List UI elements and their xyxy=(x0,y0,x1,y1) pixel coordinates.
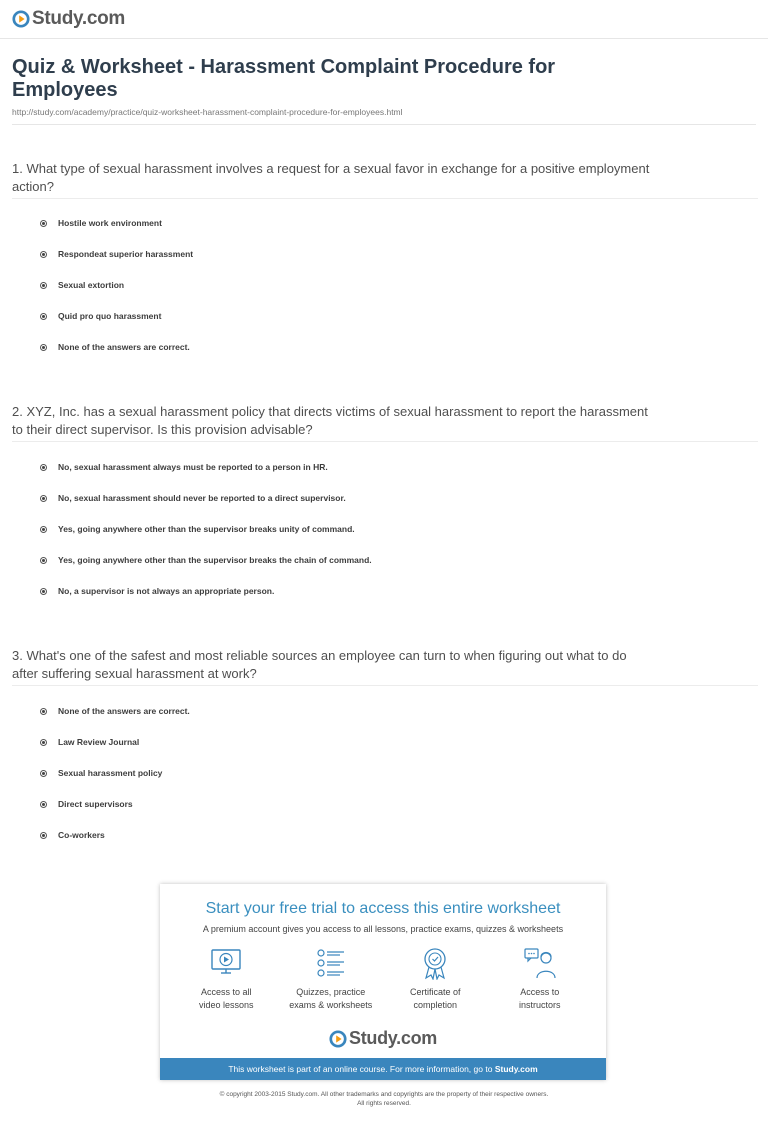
answer-option[interactable] xyxy=(40,278,124,292)
option-label: Quid pro quo harassment xyxy=(58,311,162,321)
feature-label: Access to all video lessons xyxy=(198,987,254,1010)
page-url[interactable]: http://study.com/academy/practice/quiz-worksheet-harassment-complaint-procedure-for-employees.html xyxy=(12,107,403,117)
option-label: No, a supervisor is not always an appropriate person. xyxy=(58,586,275,596)
logo-text[interactable]: Study.com xyxy=(32,8,126,29)
option-label: Direct supervisors xyxy=(58,799,133,809)
feature-label: Access to instructors xyxy=(518,987,561,1010)
option-label: None of the answers are correct. xyxy=(58,342,190,352)
answer-option[interactable] xyxy=(40,340,190,354)
option-label: Co-workers xyxy=(58,830,105,840)
radio-icon[interactable] xyxy=(40,282,47,289)
answer-option[interactable] xyxy=(40,797,133,811)
study-logo-icon xyxy=(329,1030,347,1048)
option-label: Sexual harassment policy xyxy=(58,768,163,778)
feature-label: Certificate of completion xyxy=(409,987,461,1010)
copyright-line: © copyright 2003-2015 Study.com. All other trademarks and copyrights are the property of their respective owners. xyxy=(219,1091,549,1098)
question-1 xyxy=(12,160,652,199)
header-divider xyxy=(0,38,768,39)
option-label: Respondeat superior harassment xyxy=(58,249,194,259)
radio-icon[interactable] xyxy=(40,801,47,808)
option-label: Law Review Journal xyxy=(58,737,140,747)
option-label: Yes, going anywhere other than the supervisor breaks unity of command. xyxy=(58,524,355,534)
certificate-icon xyxy=(418,946,452,980)
question-text: 3. What's one of the safest and most reliable sources an employee can turn to when figuring out what to do after suffering sexual harassment at work? xyxy=(12,648,627,681)
question-3 xyxy=(12,647,652,686)
promo-bar-text: This worksheet is part of an online course. For more information, go to xyxy=(228,1064,495,1074)
feature-video-lessons xyxy=(181,946,271,1012)
radio-icon[interactable] xyxy=(40,220,47,227)
option-label: Yes, going anywhere other than the supervisor breaks the chain of command. xyxy=(58,555,372,565)
radio-icon[interactable] xyxy=(40,251,47,258)
site-header xyxy=(12,6,125,32)
radio-icon[interactable] xyxy=(40,770,47,777)
checklist-icon xyxy=(314,946,348,980)
title-divider xyxy=(12,124,756,125)
feature-certificate xyxy=(390,946,480,1012)
feature-quizzes xyxy=(286,946,376,1012)
radio-icon[interactable] xyxy=(40,526,47,533)
radio-icon[interactable] xyxy=(40,313,47,320)
instructor-icon xyxy=(523,946,557,980)
promo-bar-link[interactable]: Study.com xyxy=(494,1064,538,1074)
question-text: 2. XYZ, Inc. has a sexual harassment policy that directs victims of sexual harassment to report the harassment to their direct supervisor. Is this provision advisable? xyxy=(12,404,648,437)
answer-option[interactable] xyxy=(40,553,372,567)
logo-text: Study.com xyxy=(349,1028,437,1048)
radio-icon[interactable] xyxy=(40,708,47,715)
radio-icon[interactable] xyxy=(40,495,47,502)
answer-option[interactable] xyxy=(40,309,161,323)
question-text: 1. What type of sexual harassment involves a request for a sexual favor in exchange for a positive employment action? xyxy=(12,161,650,194)
rights-line: All rights reserved. xyxy=(357,1100,411,1107)
question-2 xyxy=(12,403,652,442)
copyright-footer xyxy=(0,1090,768,1108)
feature-instructors xyxy=(495,946,585,1012)
answer-option[interactable] xyxy=(40,216,162,230)
radio-icon[interactable] xyxy=(40,832,47,839)
promo-headline[interactable]: Start your free trial to access this entire worksheet xyxy=(205,900,561,917)
free-trial-promo[interactable] xyxy=(160,884,606,1080)
option-label: None of the answers are correct. xyxy=(58,706,190,716)
question-divider xyxy=(12,441,758,442)
promo-logo[interactable] xyxy=(160,1028,606,1049)
page-title: Quiz & Worksheet - Harassment Complaint Procedure for Employees xyxy=(12,56,556,101)
promo-info-bar xyxy=(160,1058,606,1080)
promo-subline: A premium account gives you access to all lessons, practice exams, quizzes & worksheets xyxy=(202,924,564,934)
answer-option[interactable] xyxy=(40,704,190,718)
option-label: No, sexual harassment should never be reported to a direct supervisor. xyxy=(58,493,346,503)
radio-icon[interactable] xyxy=(40,739,47,746)
question-divider xyxy=(12,685,758,686)
option-label: No, sexual harassment always must be reported to a person in HR. xyxy=(58,462,328,472)
radio-icon[interactable] xyxy=(40,464,47,471)
answer-option[interactable] xyxy=(40,491,346,505)
answer-option[interactable] xyxy=(40,735,139,749)
question-divider xyxy=(12,198,758,199)
answer-option[interactable] xyxy=(40,828,105,842)
answer-option[interactable] xyxy=(40,766,162,780)
radio-icon[interactable] xyxy=(40,588,47,595)
video-lesson-icon xyxy=(209,946,243,980)
study-logo-icon xyxy=(12,10,30,28)
answer-option[interactable] xyxy=(40,522,355,536)
feature-list xyxy=(160,946,606,1012)
answer-option[interactable] xyxy=(40,247,193,261)
option-label: Sexual extortion xyxy=(58,280,125,290)
answer-option[interactable] xyxy=(40,584,274,598)
option-label: Hostile work environment xyxy=(58,218,162,228)
answer-option[interactable] xyxy=(40,460,328,474)
radio-icon[interactable] xyxy=(40,344,47,351)
radio-icon[interactable] xyxy=(40,557,47,564)
feature-label: Quizzes, practice exams & worksheets xyxy=(289,987,373,1010)
